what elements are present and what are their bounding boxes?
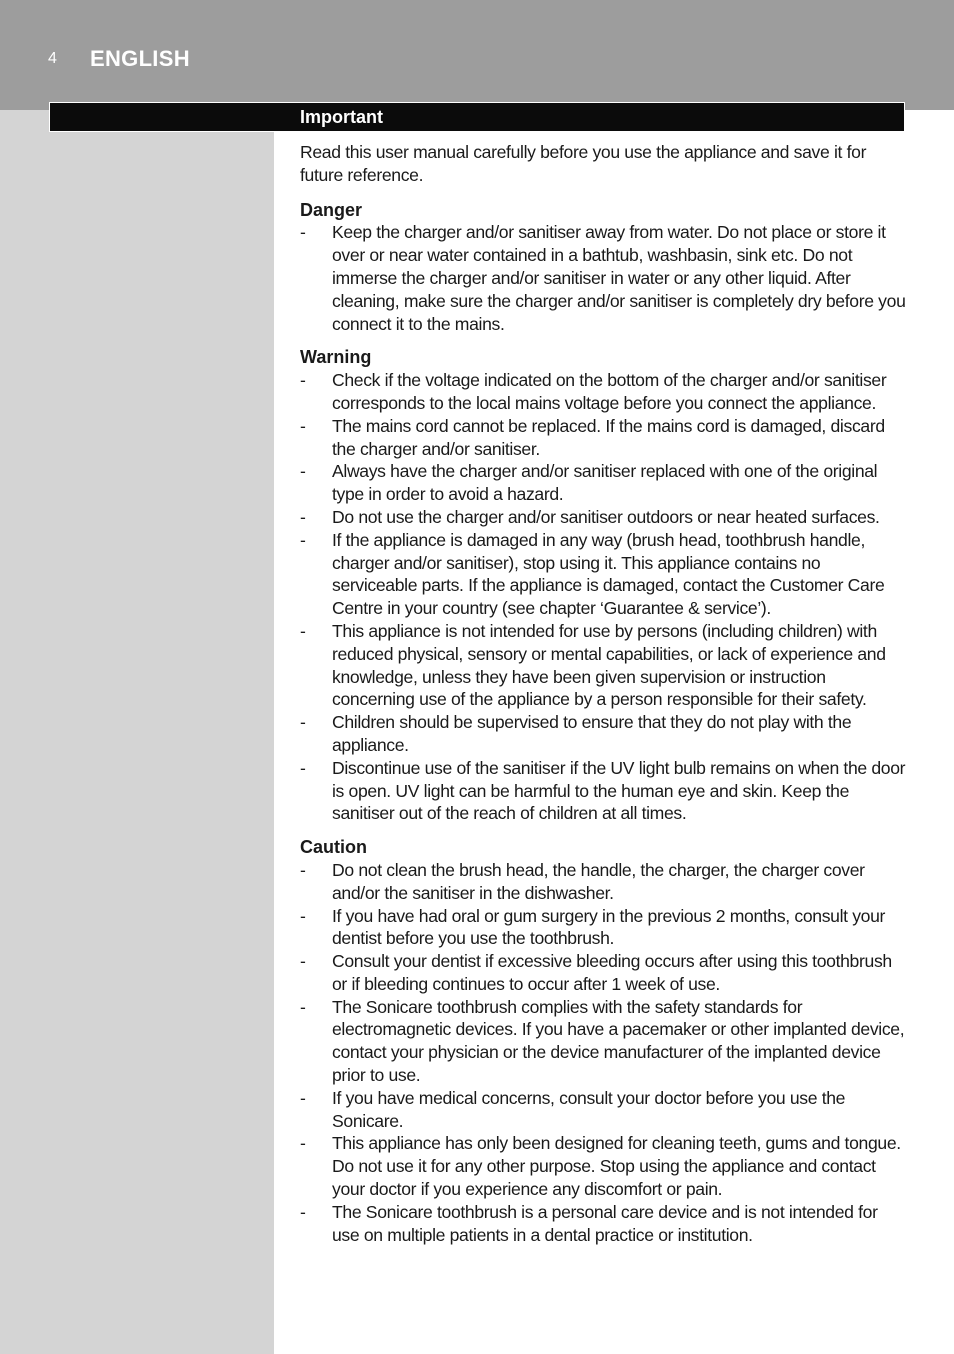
side-margin-band: [0, 110, 274, 1354]
bullet-dash: -: [300, 951, 306, 972]
list-item: [300, 1132, 908, 1200]
list-item-text: Discontinue use of the sanitiser if the UV light bulb remains on when the door is open. UV light can be harmful to the human eye and skin. Keep the sanitiser out of the reach of children at all times.: [332, 757, 906, 824]
list-item: [300, 1087, 908, 1133]
list-item-text: Children should be supervised to ensure that they do not play with the appliance.: [332, 712, 852, 755]
bullet-dash: -: [300, 859, 306, 880]
bullet-dash: -: [300, 620, 306, 641]
list-item-text: If you have medical concerns, consult your doctor before you use the Sonicare.: [332, 1087, 846, 1131]
list-item-text: The Sonicare toothbrush complies with the safety standards for electromagnetic devices. If you have a pacemaker or other implanted device, contact your physician or the device manufacturer of the implanted device prior to use.: [332, 996, 905, 1086]
list-item-text: Consult your dentist if excessive bleeding occurs after using this toothbrush or if bleeding continues to occur after 1 week of use.: [332, 951, 892, 994]
section-header-bar: [49, 102, 905, 132]
bullet-dash: -: [300, 529, 306, 550]
bullet-dash: -: [300, 222, 306, 243]
subsection-title-danger: Danger: [300, 199, 363, 220]
subsection-title-warning: Warning: [300, 347, 372, 368]
list-item: [300, 757, 908, 825]
bullet-dash: -: [300, 1201, 306, 1222]
subsections: [300, 199, 908, 1247]
page-number: 4: [48, 50, 57, 67]
list-item: [300, 460, 908, 506]
list-item: [300, 950, 908, 996]
list-item: [300, 711, 908, 757]
list-item-text: The Sonicare toothbrush is a personal care device and is not intended for use on multiple patients in a dental practice or institution.: [332, 1201, 878, 1245]
intro-paragraph: Read this user manual carefully before you use the appliance and save it for future reference.: [300, 142, 867, 185]
bullet-dash: -: [300, 370, 306, 391]
list-item: [300, 905, 908, 951]
bullet-dash: -: [300, 461, 306, 482]
bullet-dash: -: [300, 506, 306, 527]
bullet-dash: -: [300, 415, 306, 436]
list-item-text: Do not clean the brush head, the handle, the charger, the charger cover and/or the sanitiser in the dishwasher.: [332, 859, 865, 903]
list-item-text: Keep the charger and/or sanitiser away from water. Do not place or store it over or near water contained in a bathtub, washbasin, sink etc. Do not immerse the charger and/or sanitiser in water or any other liquid. After cleaning, make sure the charger and/or sanitiser is completely dry before you connect it to the mains.: [332, 222, 906, 334]
list-item: [300, 859, 908, 905]
list-item: [300, 620, 908, 711]
list-item: [300, 221, 908, 335]
list-item-text: This appliance is not intended for use by persons (including children) with reduced physical, sensory or mental capabilities, or lack of experience and knowledge, unless they have been given supervision or instruction concerning use of the appliance by a person responsible for their safety.: [332, 620, 886, 710]
main-content: [300, 141, 908, 1257]
list-item-text: The mains cord cannot be replaced. If the mains cord is damaged, discard the charger and/or sanitiser.: [332, 415, 885, 459]
bullet-dash: -: [300, 905, 306, 926]
list-item-text: If you have had oral or gum surgery in the previous 2 months, consult your dentist before you use the toothbrush.: [332, 905, 886, 949]
list-item-text: Check if the voltage indicated on the bottom of the charger and/or sanitiser corresponds to the local mains voltage before you connect the appliance.: [332, 370, 887, 413]
list-item-text: Always have the charger and/or sanitiser replaced with one of the original type in order to avoid a hazard.: [332, 461, 878, 505]
bullet-dash: -: [300, 712, 306, 733]
list-item: [300, 415, 908, 461]
bullet-list-danger: [300, 221, 908, 335]
list-item-text: Do not use the charger and/or sanitiser outdoors or near heated surfaces.: [332, 506, 880, 527]
language-heading: ENGLISH: [90, 46, 190, 71]
bullet-list-caution: [300, 859, 908, 1247]
list-item: [300, 996, 908, 1087]
list-item: [300, 1201, 908, 1247]
bullet-dash: -: [300, 996, 306, 1017]
list-item: [300, 369, 908, 415]
subsection-title-caution: Caution: [300, 837, 367, 858]
section-title: Important: [300, 107, 383, 127]
bullet-dash: -: [300, 1087, 306, 1108]
bullet-list-warning: [300, 369, 908, 825]
list-item: [300, 506, 908, 529]
list-item-text: This appliance has only been designed for cleaning teeth, gums and tongue. Do not use it for any other purpose. Stop using the appliance and contact your doctor if you experience any discomfort or pain.: [332, 1133, 901, 1200]
list-item: [300, 529, 908, 620]
bullet-dash: -: [300, 757, 306, 778]
list-item-text: If the appliance is damaged in any way (brush head, toothbrush handle, charger and/or sanitiser), stop using it. This appliance contains no serviceable parts. If the appliance is damaged, contact the Customer Care Centre in your country (see chapter ‘Guarantee & service’).: [332, 529, 885, 619]
bullet-dash: -: [300, 1133, 306, 1154]
